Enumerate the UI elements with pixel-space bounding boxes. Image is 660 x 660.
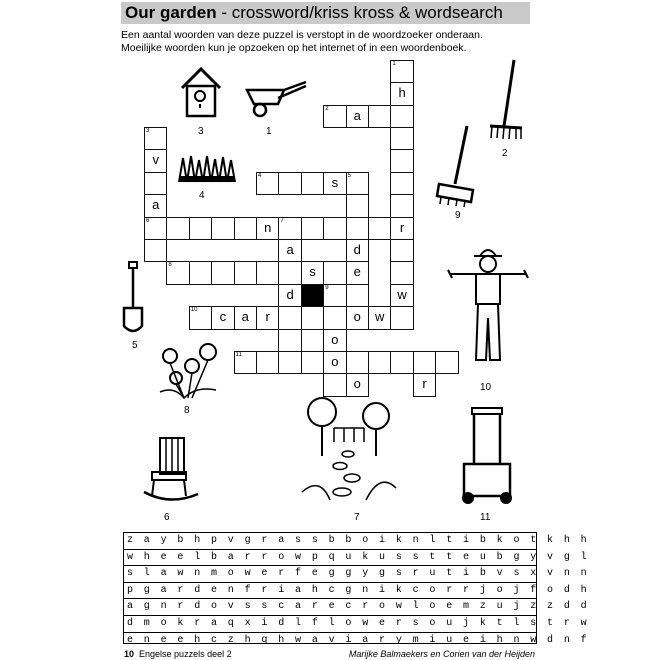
crossword-letter: c xyxy=(219,309,227,325)
crossword-cell xyxy=(278,306,301,329)
crossword-cell xyxy=(390,217,413,240)
crossword-cell xyxy=(256,351,279,374)
picture-number-5: 5 xyxy=(132,340,138,351)
crossword-cell xyxy=(144,239,167,262)
crossword-letter: o xyxy=(353,309,361,325)
rake-icon xyxy=(486,58,526,144)
wordsearch-row: a g n r d o v s s c a r e c r o w l o e m z u j z z d d xyxy=(124,599,536,616)
crossword-cell xyxy=(278,351,301,374)
clue-number: 1 xyxy=(392,60,396,67)
crossword-cell xyxy=(323,306,346,329)
crossword-cell xyxy=(301,217,324,240)
crossword-cell xyxy=(166,261,189,284)
crossword-letter: v xyxy=(152,152,159,168)
crossword-cell xyxy=(144,172,167,195)
page-title: Our garden - crossword/kriss kross & wordsearch xyxy=(125,3,503,22)
birdhouse-icon xyxy=(178,66,224,122)
rocking-chair-icon xyxy=(142,434,200,508)
clue-number: 3 xyxy=(146,128,150,134)
crossword-cell xyxy=(278,172,301,195)
clue-number: 11 xyxy=(235,352,242,358)
wheelbarrow-icon xyxy=(244,80,308,120)
crossword-cell xyxy=(301,351,324,374)
crossword-cell xyxy=(323,217,346,240)
clue-number: 2 xyxy=(325,105,329,112)
crossword-letter: r xyxy=(265,309,270,325)
wordsearch-grid xyxy=(123,532,590,646)
crossword-letter: r xyxy=(399,219,405,235)
crossword-letter: a xyxy=(286,242,294,257)
crossword-cell xyxy=(144,149,167,172)
crossword-cell xyxy=(144,217,167,240)
wordsearch-row: s l a w n m o w e r f e g g y g s r u t i b v s x v n n xyxy=(124,566,536,583)
wordsearch-row: d m o k r a q x i d l f l o w e r s o u j k t l s t r w xyxy=(124,616,536,633)
crossword-cell xyxy=(278,239,301,262)
crossword-cell xyxy=(323,284,346,307)
picture-number-1: 1 xyxy=(266,126,272,137)
crossword-cell xyxy=(278,217,301,240)
picture-number-3: 3 xyxy=(198,126,204,137)
crossword-letter: s xyxy=(331,174,339,190)
picture-number-11: 11 xyxy=(480,512,491,523)
crossword-cell xyxy=(390,284,413,307)
grass-icon xyxy=(177,154,239,184)
crossword-cell xyxy=(346,105,369,128)
crossword-cell xyxy=(413,351,436,374)
crossword-cell xyxy=(346,239,369,262)
crossword-cell xyxy=(390,172,413,195)
picture-number-10: 10 xyxy=(480,382,492,393)
clue-number: 4 xyxy=(258,172,262,179)
intro-text xyxy=(121,29,541,55)
crossword-cell xyxy=(346,351,369,374)
spade-icon xyxy=(120,260,146,338)
crossword-cell xyxy=(301,284,324,307)
crossword-cell xyxy=(189,261,212,284)
crossword-cell xyxy=(323,351,346,374)
crossword-cell xyxy=(301,306,324,329)
crossword-cell xyxy=(368,217,391,240)
crossword-letter: a xyxy=(241,309,249,325)
garden-path-icon xyxy=(300,392,398,504)
crossword-cell xyxy=(211,261,234,284)
crossword-cell xyxy=(234,217,257,240)
clue-number: 8 xyxy=(168,262,172,269)
crossword-cell xyxy=(189,217,212,240)
crossword-cell xyxy=(346,217,369,240)
crossword-letter: d xyxy=(286,286,294,302)
crossword-letter: o xyxy=(353,376,361,392)
crossword-cell xyxy=(144,127,167,150)
crossword-letter: h xyxy=(398,85,406,101)
crossword-cell xyxy=(368,306,391,329)
crossword-cell xyxy=(278,329,301,352)
crossword-cell xyxy=(346,172,369,195)
crossword-cell xyxy=(144,194,167,217)
intro-line-2: Moeilijke woorden kun je opzoeken op het internet of in een woordenboek. xyxy=(121,42,467,54)
crossword-letter: o xyxy=(331,331,339,347)
crossword-cell xyxy=(346,261,369,284)
crossword-cell xyxy=(278,284,301,307)
footer-authors: Marijke Balmaekers en Corien van der Heijden xyxy=(348,649,535,659)
crossword-letter: r xyxy=(422,376,427,392)
crossword-cell xyxy=(323,105,346,128)
crossword-cell xyxy=(390,194,413,217)
crossword-cell xyxy=(256,217,279,240)
crossword-cell xyxy=(390,105,413,128)
crossword-cell xyxy=(234,261,257,284)
crossword-cell xyxy=(323,261,346,284)
intro-line-1: Een aantal woorden van deze puzzel is verstopt in de woordzoeker onderaan. xyxy=(121,29,483,41)
crossword-cell xyxy=(301,261,324,284)
crossword-letter: o xyxy=(331,354,339,369)
crossword-letter: d xyxy=(353,242,361,257)
crossword-cell xyxy=(234,351,257,374)
crossword-letter: w xyxy=(397,286,407,302)
crossword-cell xyxy=(256,306,279,329)
crossword-cell xyxy=(256,172,279,195)
wordsearch-row: e n e e h c z h q h w a v i a r y m i u e i h n w d n f xyxy=(127,634,590,646)
crossword-letter: a xyxy=(152,197,160,213)
footer-page: 10 Engelse puzzels deel 2 xyxy=(124,649,232,659)
crossword-letter: n xyxy=(264,219,272,235)
clue-number: 9 xyxy=(325,284,329,291)
crossword-cell xyxy=(390,239,413,262)
crossword-cell xyxy=(323,172,346,195)
wordsearch-row: z a y b h p v g r a s s b b o i k n l t i b k o t k h h xyxy=(124,533,536,550)
crossword-cell xyxy=(346,306,369,329)
crossword-letter: s xyxy=(309,264,316,280)
crossword-cell xyxy=(301,172,324,195)
crossword-cell xyxy=(390,127,413,150)
crossword-letter: a xyxy=(353,107,361,123)
picture-number-2: 2 xyxy=(502,148,508,159)
clue-number: 5 xyxy=(347,172,351,179)
picture-number-7: 7 xyxy=(354,512,360,523)
crossword-cell xyxy=(278,261,301,284)
crossword-cell xyxy=(368,105,391,128)
flowers-icon xyxy=(156,340,222,402)
lawnmower-icon xyxy=(458,404,516,508)
clue-number: 7 xyxy=(280,217,284,224)
crossword-cell xyxy=(390,351,413,374)
crossword-cell xyxy=(390,261,413,284)
crossword-cell xyxy=(368,351,391,374)
crossword-cell xyxy=(166,217,189,240)
crossword-cell xyxy=(390,306,413,329)
crossword-cell xyxy=(211,217,234,240)
wordsearch-row: p g a r d e n f r i a h c g n i k c o r r j o j f o d h xyxy=(124,583,536,600)
crossword-cell xyxy=(390,82,413,105)
scarecrow-icon xyxy=(446,244,530,370)
picture-number-8: 8 xyxy=(184,405,190,416)
crossword-cell xyxy=(211,306,234,329)
crossword-letter: w xyxy=(375,309,385,325)
crossword-cell xyxy=(323,329,346,352)
crossword-cell xyxy=(390,149,413,172)
wordsearch-row: w h e e l b a r r o w p q u k u s s t t e u b g y v g l xyxy=(124,550,536,567)
clue-number: 6 xyxy=(146,217,150,224)
crossword-cell xyxy=(346,284,369,307)
picture-number-9: 9 xyxy=(455,210,461,221)
crossword-cell xyxy=(189,306,212,329)
crossword-cell xyxy=(413,373,436,396)
crossword-cell xyxy=(346,194,369,217)
broom-icon xyxy=(433,124,483,208)
crossword-cell xyxy=(256,261,279,284)
crossword-letter: e xyxy=(353,264,361,280)
picture-number-6: 6 xyxy=(164,512,170,523)
picture-number-4: 4 xyxy=(199,190,205,201)
clue-number: 10 xyxy=(190,307,198,314)
crossword-cell xyxy=(234,306,257,329)
crossword-cell xyxy=(390,60,413,83)
